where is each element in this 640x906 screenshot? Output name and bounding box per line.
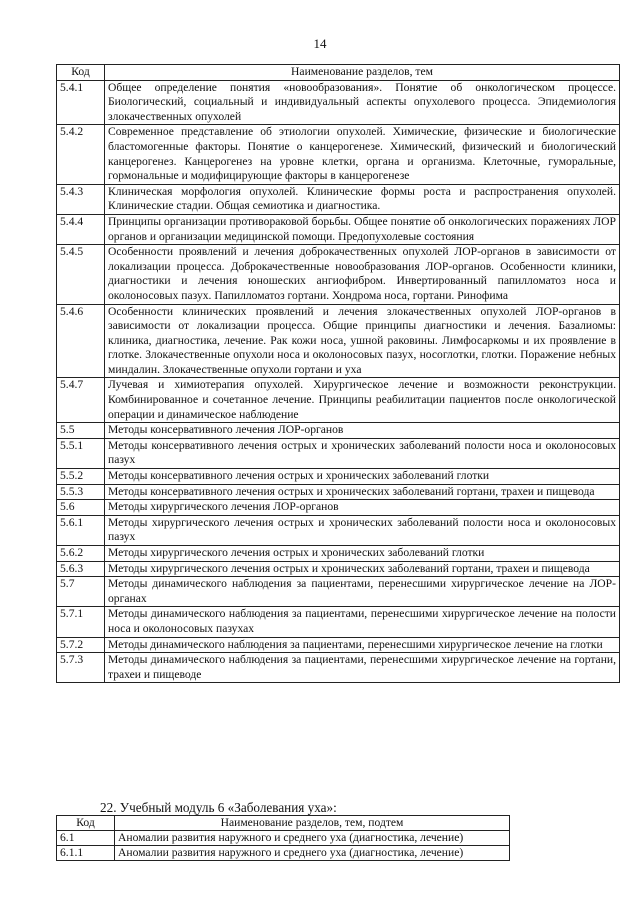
section-title: Методы динамического наблюдения за пациентами, перенесшими хирургическое лечение на полости носа и околоносовых пазухах — [105, 607, 620, 637]
section-title: Принципы организации противораковой борьбы. Общее понятие об онкологических поражениях ЛОР органов и организации медицинской помощи. Предопухолевые состояния — [105, 214, 620, 244]
section-code: 5.4.5 — [57, 245, 105, 304]
page-number: 14 — [313, 36, 327, 51]
section-code: 5.5.1 — [57, 438, 105, 468]
section-title: Аномалии развития наружного и среднего уха (диагностика, лечение) — [115, 831, 510, 846]
section-code: 5.6.2 — [57, 546, 105, 562]
section-code: 5.6 — [57, 500, 105, 516]
section-code: 5.6.3 — [57, 561, 105, 577]
table-row — [57, 469, 620, 485]
section-title: Аномалии развития наружного и среднего уха (диагностика, лечение) — [115, 846, 510, 861]
table-header-row — [57, 65, 620, 81]
section-code: 5.6.1 — [57, 515, 105, 545]
section-title: Методы консервативного лечения острых и хронических заболеваний полости носа и околоносовых пазух — [105, 438, 620, 468]
section-code: 5.7.1 — [57, 607, 105, 637]
section-title: Методы консервативного лечения острых и хронических заболеваний гортани, трахеи и пищевода — [105, 484, 620, 500]
section-title: Методы хирургического лечения острых и хронических заболеваний гортани, трахеи и пищевода — [105, 561, 620, 577]
section-code: 5.5.3 — [57, 484, 105, 500]
table-row — [57, 846, 510, 861]
table-header-row — [57, 816, 510, 831]
table-row — [57, 831, 510, 846]
code-column-header: Код — [57, 816, 115, 831]
section-title: Методы динамического наблюдения за пациентами, перенесшими хирургическое лечение на гортани, трахеи и пищеводе — [105, 653, 620, 683]
section-code: 5.4.3 — [57, 184, 105, 214]
section-title: Методы хирургического лечения ЛОР-органов — [105, 500, 620, 516]
section-code: 5.4.6 — [57, 304, 105, 378]
section-title: Современное представление об этиологии опухолей. Химические, физические и биологические бластомогенные факторы. Понятие о канцерогенезе. Химический, физический и биологический канцерогенез. Канцерогенез на уровне клетки, органа и организма. Клеточные, гуморальные, гормональные и модифицирующие факторы в канцерогенезе — [105, 125, 620, 184]
section-title: Клиническая морфология опухолей. Клинические формы роста и распространения опухолей. Клинические стадии. Общая семиотика и диагностика. — [105, 184, 620, 214]
code-column-header: Код — [57, 65, 105, 81]
table-row — [57, 607, 620, 637]
section-code: 5.5.2 — [57, 469, 105, 485]
module-table — [56, 815, 510, 861]
table-row — [57, 500, 620, 516]
table-row — [57, 304, 620, 378]
section-code: 5.4.7 — [57, 378, 105, 423]
section-title: Особенности проявлений и лечения доброкачественных опухолей ЛОР-органов в зависимости от локализации процесса. Доброкачественные новообразования ЛОР-органов. Особенности клиники, диагностики и лечения юношеских ангиофибром. Инвертированный папилломатоз носа и околоносовых пазух. Папилломатоз гортани. Хондрома носа, гортани. Ринофима — [105, 245, 620, 304]
section-code: 5.5 — [57, 423, 105, 439]
table-row — [57, 484, 620, 500]
table-row — [57, 515, 620, 545]
section-code: 5.7 — [57, 577, 105, 607]
section-code: 6.1.1 — [57, 846, 115, 861]
module-table-body — [57, 831, 510, 861]
name-column-header: Наименование разделов, тем, подтем — [115, 816, 510, 831]
section-code: 5.4.2 — [57, 125, 105, 184]
sections-table-body — [57, 80, 620, 683]
section-title: Методы динамического наблюдения за пациентами, перенесшими хирургическое лечение на ЛОР-органах — [105, 577, 620, 607]
section-code: 5.7.2 — [57, 637, 105, 653]
section-title: Методы динамического наблюдения за пациентами, перенесшими хирургическое лечение на глотки — [105, 637, 620, 653]
section-title: Общее определение понятия «новообразования». Понятие об онкологическом процессе. Биологический, социальный и индивидуальный аспекты опухолевого процесса. Эпидемиология злокачественных опухолей — [105, 80, 620, 125]
name-column-header: Наименование разделов, тем — [105, 65, 620, 81]
section-code: 5.7.3 — [57, 653, 105, 683]
table-row — [57, 637, 620, 653]
section-title: Методы консервативного лечения ЛОР-органов — [105, 423, 620, 439]
section-code: 5.4.4 — [57, 214, 105, 244]
table-row — [57, 423, 620, 439]
table-row — [57, 214, 620, 244]
section-title: Методы хирургического лечения острых и хронических заболеваний глотки — [105, 546, 620, 562]
table-row — [57, 561, 620, 577]
section-title: Методы консервативного лечения острых и хронических заболеваний глотки — [105, 469, 620, 485]
table-row — [57, 577, 620, 607]
table-row — [57, 125, 620, 184]
sections-table — [56, 64, 620, 683]
section-code: 5.4.1 — [57, 80, 105, 125]
table-row — [57, 184, 620, 214]
section-code: 6.1 — [57, 831, 115, 846]
section-title: Особенности клинических проявлений и лечения злокачественных опухолей ЛОР-органов в зависимости от локализации процесса. Общие принципы диагностики и лечения. Базалиомы: клиника, диагностика, лечение. Рак кожи носа, ушной раковины. Лимфосаркомы и их проявление в глотке. Злокачественные опухоли носа и околоносовых пазух, носоглотки, глотки. Поражение небных миндалин. Злокачественные опухоли гортани и уха — [105, 304, 620, 378]
table-row — [57, 245, 620, 304]
table-row — [57, 438, 620, 468]
section-title: Лучевая и химиотерапия опухолей. Хирургическое лечение и возможности реконструкции. Комбинированное и сочетанное лечение. Принципы реабилитации пациентов после онкологической операции и динамическое наблюдение — [105, 378, 620, 423]
table-row — [57, 546, 620, 562]
table-row — [57, 653, 620, 683]
section-title: Методы хирургического лечения острых и хронических заболеваний полости носа и околоносовых пазух — [105, 515, 620, 545]
table-row — [57, 378, 620, 423]
table-row — [57, 80, 620, 125]
module-heading: 22. Учебный модуль 6 «Заболевания уха»: — [100, 800, 337, 815]
